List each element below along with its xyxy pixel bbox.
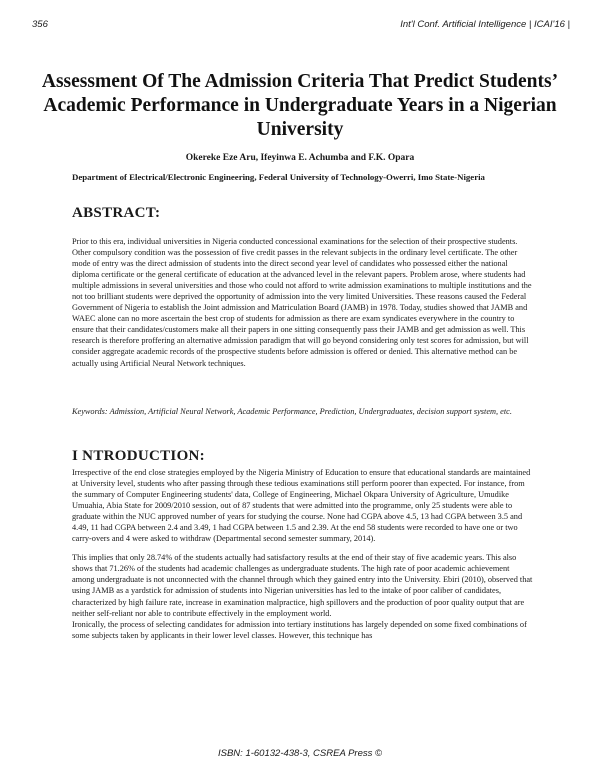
page-footer: ISBN: 1-60132-438-3, CSREA Press © — [218, 748, 382, 759]
intro-paragraph-1: Irrespective of the end close strategies employed by the Nigeria Ministry of Education to ensure that educational standards are maintained at University level, students who after passing through these tedious examinations still perform poorer than expected. For instance, from the summary of Computer Engineering students' data, College of Engineering, Michael Okpara University of Agriculture, Umudike Umuahia, Abia State for 2009/2010 session, out of 87 students that were admitted into the programme, only 25 students were able to graduate within the NUC approved number of years for studying the course. None had CGPA above 4.5, 13 had CGPA between 3.5 and 4.49, 11 had CGPA between 2.4 and 3.49, 1 had CGPA between 1.5 and 2.39. At the end 58 students were recorded to have one or two carry-overs and 4 were asked to withdraw (Departmental second semester summary, 2014). — [72, 468, 531, 544]
introduction-body — [72, 467, 534, 649]
keywords: Keywords: Admission, Artificial Neural Network, Academic Performance, Prediction, Undergraduates, decision support system, etc. — [72, 407, 512, 416]
intro-paragraph-2: This implies that only 28.74% of the students actually had satisfactory results at the end of their stay of five academic years. This also shows that 71.26% of the students had academic challenges as undergraduate students. The high rate of poor academic achievement among undergraduate is not unconnected with the channel through which they gained entry into the University. Ebiri (2010), observed that using JAMB as a yardstick for admission of students into Nigerian universities has led to the intake of poor caliber of candidates, characterized by high failure rate, increase in examination malpractice, high spillovers and the production of poor quality output that are neither self-reliant nor able to contribute effectively in the employment world. — [72, 553, 533, 618]
abstract-text: Prior to this era, individual universities in Nigeria conducted concessional examinations for the selection of their prospective students. Other compulsory condition was the possession of five credit passes in the relevant subjects in the ordinary level certificate. The other mode of entry was the direct admission of students into the direct second year level of candidates who possessed either the national diploma certificate or the general certificate of education at the advanced level in the relevant papers. Problem arose, where students had multiple admissions in several universities and those who could not afford to write admission examinations to multiple institutions and the not too brilliant students were deprived the opportunity of admission into the very limited Universities. These reasons caused the Federal Government of Nigeria to establish the Joint admission and Matriculation Board (JAMB) in 1978. Today, studies showed that JAMB and WAEC alone can no more ascertain the best crop of students for admission as there are exam syndicates everywhere in the country to ensure that their candidates/customers make all their papers in one sitting consequently pass their JAMB and get admission as well. This research is therefore proffering an alternative admission paradigm that will go beyond considering only test scores for admission, but will consider aggregate academic records of the prospective students before admission is offered or denied. This alternative method can be actually using Artificial Neural Network techniques. — [72, 237, 532, 368]
author-list: Okereke Eze Aru, Ifeyinwa E. Achumba and F.K. Opara — [185, 153, 415, 163]
page-number: 356 — [32, 19, 48, 30]
paper-title: Assessment Of The Admission Criteria That Predict Students’ Academic Performance in Undergraduate Years in a Nigerian University — [41, 71, 559, 140]
running-header: Int'l Conf. Artificial Intelligence | ICAI'16 | — [400, 19, 570, 30]
author-affiliation: Department of Electrical/Electronic Engineering, Federal University of Technology-Owerri, Imo State-Nigeria — [72, 172, 485, 182]
intro-paragraph-3: Ironically, the process of selecting candidates for admission into tertiary institutions has largely depended on some fixed combinations of some subjects taken by applicants in their lower level classes. However, this technique has — [72, 619, 527, 640]
introduction-heading: I NTRODUCTION: — [72, 448, 205, 464]
abstract-heading: ABSTRACT: — [72, 205, 161, 221]
